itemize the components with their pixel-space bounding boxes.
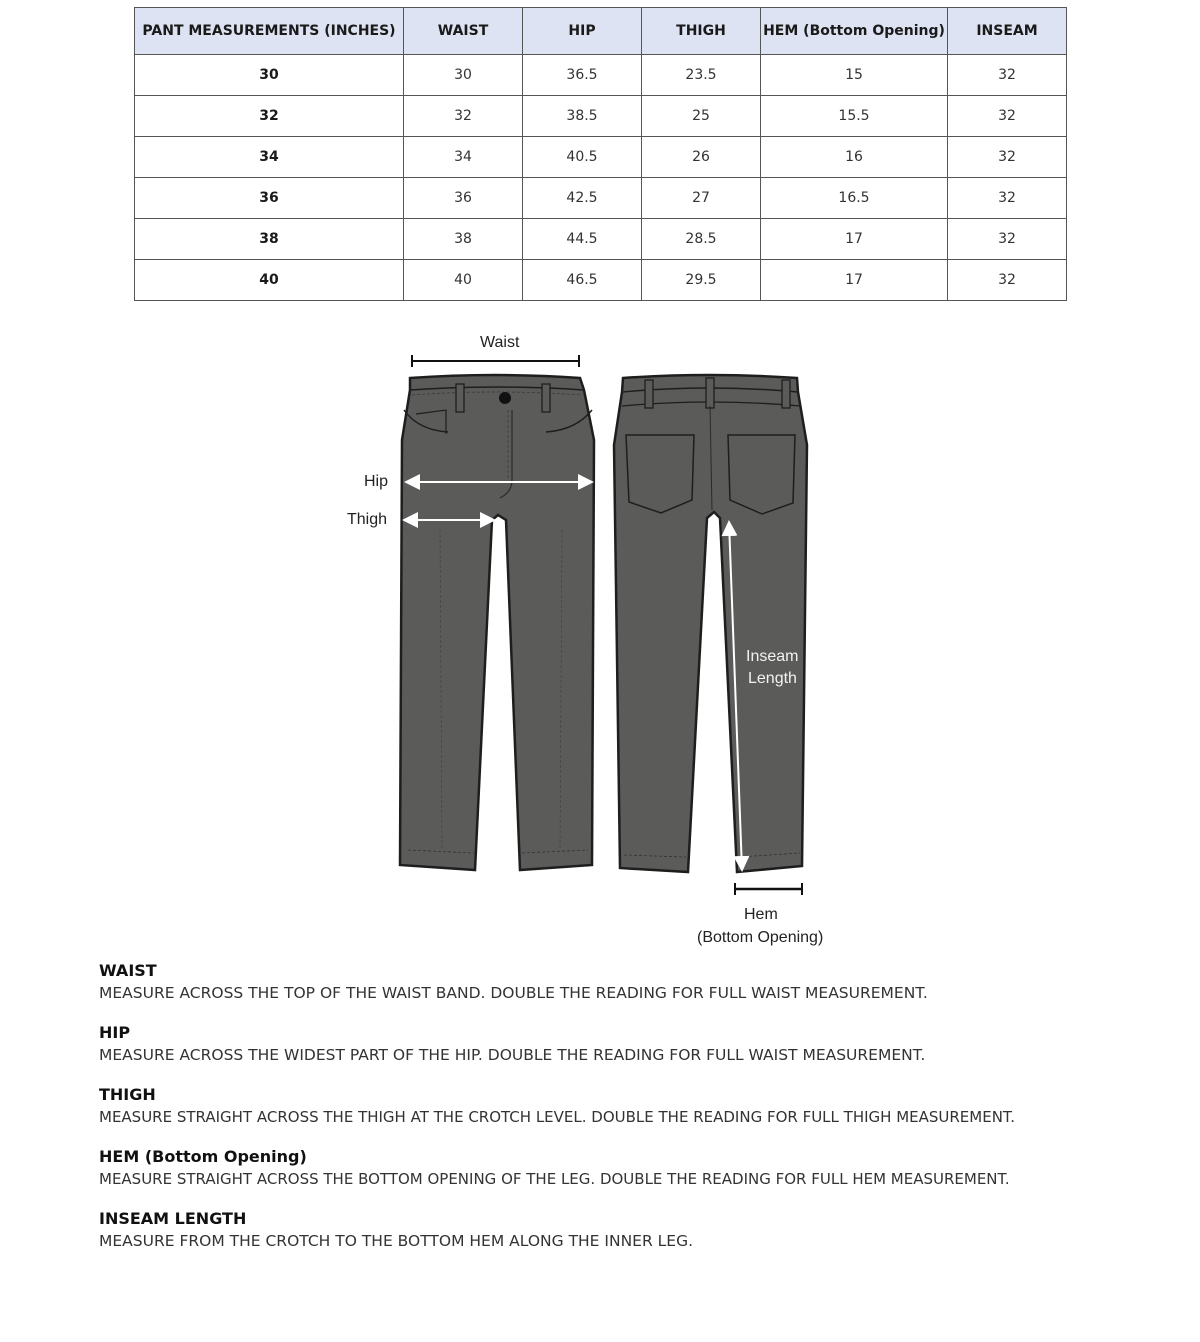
note-title: HIP (99, 1023, 131, 1042)
waist-dimension-line (412, 355, 579, 367)
header-inseam: INSEAM (948, 8, 1067, 55)
size-cell: 40 (135, 260, 404, 301)
inseam-label-line1: Inseam (746, 648, 799, 665)
hem-cell: 17 (761, 260, 948, 301)
hip-cell: 44.5 (523, 219, 642, 260)
note-title: WAIST (99, 961, 157, 980)
back-pants (614, 375, 807, 872)
hip-cell: 46.5 (523, 260, 642, 301)
note-thigh (99, 1084, 1159, 1128)
size-cell: 32 (135, 96, 404, 137)
header-thigh: THIGH (642, 8, 761, 55)
size-cell: 36 (135, 178, 404, 219)
note-title: INSEAM LENGTH (99, 1209, 247, 1228)
header-hip: HIP (523, 8, 642, 55)
table-header-row (135, 8, 1067, 55)
waist-cell: 40 (404, 260, 523, 301)
header-pant-measurements: PANT MEASUREMENTS (INCHES) (135, 8, 404, 55)
thigh-cell: 28.5 (642, 219, 761, 260)
inseam-cell: 32 (948, 219, 1067, 260)
note-hip (99, 1022, 1159, 1066)
note-inseam (99, 1208, 1159, 1252)
waist-cell: 38 (404, 219, 523, 260)
note-title: THIGH (99, 1085, 156, 1104)
thigh-label: Thigh (347, 511, 388, 528)
table-row (135, 137, 1067, 178)
note-text: MEASURE FROM THE CROTCH TO THE BOTTOM HEM ALONG THE INNER LEG. (99, 1232, 694, 1250)
header-hem: HEM (Bottom Opening) (761, 8, 948, 55)
hip-label: Hip (364, 473, 389, 490)
table-row (135, 178, 1067, 219)
waist-cell: 34 (404, 137, 523, 178)
inseam-label-line2: Length (748, 670, 797, 687)
hem-label-line1: Hem (744, 906, 778, 923)
inseam-cell: 32 (948, 137, 1067, 178)
hip-cell: 38.5 (523, 96, 642, 137)
header-waist: WAIST (404, 8, 523, 55)
note-text: MEASURE STRAIGHT ACROSS THE BOTTOM OPENING OF THE LEG. DOUBLE THE READING FOR FULL HEM MEASUREMENT. (99, 1170, 1010, 1188)
hem-cell: 15.5 (761, 96, 948, 137)
waist-cell: 30 (404, 55, 523, 96)
size-cell: 30 (135, 55, 404, 96)
hem-cell: 17 (761, 219, 948, 260)
table-row (135, 96, 1067, 137)
hip-cell: 40.5 (523, 137, 642, 178)
inseam-cell: 32 (948, 96, 1067, 137)
size-cell: 34 (135, 137, 404, 178)
note-hem (99, 1146, 1159, 1190)
table-row (135, 219, 1067, 260)
hem-label-line2: (Bottom Opening) (697, 929, 824, 946)
hem-cell: 16.5 (761, 178, 948, 219)
note-title: HEM (Bottom Opening) (99, 1147, 307, 1166)
inseam-cell: 32 (948, 178, 1067, 219)
thigh-cell: 29.5 (642, 260, 761, 301)
hem-cell: 16 (761, 137, 948, 178)
hem-cell: 15 (761, 55, 948, 96)
thigh-cell: 26 (642, 137, 761, 178)
note-waist (99, 960, 1159, 1004)
hip-cell: 42.5 (523, 178, 642, 219)
front-pants (400, 375, 594, 870)
pants-illustration (330, 310, 850, 960)
hem-dimension-line (735, 883, 802, 895)
note-text: MEASURE STRAIGHT ACROSS THE THIGH AT THE CROTCH LEVEL. DOUBLE THE READING FOR FULL THIGH MEASUREMENT. (99, 1108, 1016, 1126)
table-row (135, 55, 1067, 96)
waist-cell: 36 (404, 178, 523, 219)
waist-cell: 32 (404, 96, 523, 137)
note-text: MEASURE ACROSS THE TOP OF THE WAIST BAND. DOUBLE THE READING FOR FULL WAIST MEASUREMENT. (99, 984, 928, 1002)
thigh-cell: 25 (642, 96, 761, 137)
note-text: MEASURE ACROSS THE WIDEST PART OF THE HIP. DOUBLE THE READING FOR FULL WAIST MEASUREMENT. (99, 1046, 926, 1064)
table-row (135, 260, 1067, 301)
size-chart-table (134, 7, 1067, 301)
size-cell: 38 (135, 219, 404, 260)
waist-label: Waist (480, 334, 520, 351)
thigh-cell: 23.5 (642, 55, 761, 96)
pant-measurement-diagram (330, 310, 850, 960)
measurement-instructions (99, 960, 1159, 1270)
hip-cell: 36.5 (523, 55, 642, 96)
inseam-cell: 32 (948, 55, 1067, 96)
thigh-cell: 27 (642, 178, 761, 219)
inseam-cell: 32 (948, 260, 1067, 301)
